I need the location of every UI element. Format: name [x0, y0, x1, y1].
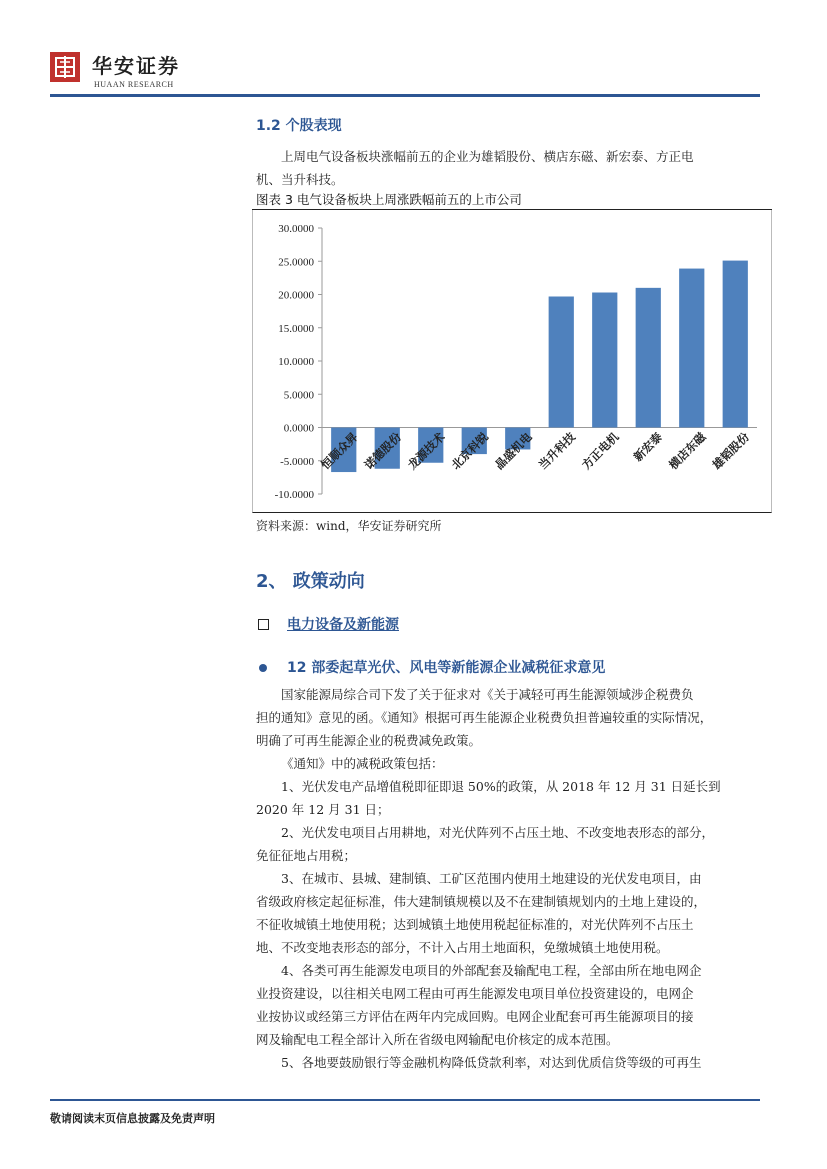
y-tick-label: 15.0000: [278, 322, 314, 335]
bar-雄韬股份: [723, 261, 748, 428]
policy-paragraph: [256, 1051, 770, 1074]
y-tick-label: 5.0000: [283, 389, 314, 402]
y-tick-label: 10.0000: [278, 356, 314, 368]
paragraph-line: 机、当升科技。: [256, 172, 344, 187]
paragraph-line: 1、光伏发电产品增值税即征即退 50%的政策，从 2018 年 12 月 31 日延长到: [281, 779, 721, 794]
paragraph-line: 2、光伏发电项目占用耕地，对光伏阵列不占压土地、不改变地表形态的部分，: [281, 825, 714, 840]
brand-name-cn: 华安证券: [92, 54, 180, 78]
policy-body: [256, 683, 770, 1074]
y-tick-label: 30.0000: [278, 223, 314, 235]
logo-emblem-icon: [52, 54, 78, 80]
bar-当升科技: [549, 296, 574, 427]
policy-paragraph: [256, 683, 770, 752]
policy-paragraph: [256, 821, 770, 867]
brand-name-en: HUAAN RESEARCH: [94, 80, 174, 89]
y-tick-label: 0.0000: [283, 422, 314, 435]
header-divider: [50, 94, 760, 97]
paragraph-line: 《通知》中的减税政策包括：: [281, 756, 444, 771]
x-tick-label: 诺德股份: [362, 431, 404, 473]
paragraph-line: 3、在城市、县城、建制镇、工矿区范围内使用土地建设的光伏发电项目，由: [281, 871, 702, 886]
company-logo: [50, 52, 80, 82]
x-tick-label: 雄韬股份: [710, 431, 752, 473]
y-tick-label: -5.0000: [280, 455, 314, 468]
paragraph-line: 上周电气设备板块涨幅前五的企业为雄韬股份、横店东磁、新宏泰、方正电: [281, 149, 694, 164]
news-title: 12 部委起草光伏、风电等新能源企业减税征求意见: [287, 660, 606, 676]
paragraph-line: 业投资建设，以往相关电网工程由可再生能源发电项目单位投资建设的，电网企: [256, 986, 694, 1001]
x-tick-label: 新宏泰: [632, 431, 665, 465]
paragraph-line: 5、各地要鼓励银行等金融机构降低贷款利率，对达到优质信贷等级的可再生: [281, 1055, 702, 1070]
paragraph-line: 4、各类可再生能源发电项目的外部配套及输配电工程，全部由所在地电网企: [281, 963, 702, 978]
paragraph-line: 国家能源局综合司下发了关于征求对《关于减轻可再生能源领域涉企税费负: [281, 687, 694, 702]
paragraph-line: 网及输配电工程全部计入所在省级电网输配电价核定的成本范围。: [256, 1032, 619, 1047]
paragraph-line: 明确了可再生能源企业的税费减免政策。: [256, 733, 482, 748]
bar-方正电机: [592, 293, 617, 428]
x-tick-label: 方正电机: [580, 431, 622, 473]
paragraph-line: 2020 年 12 月 31 日；: [256, 802, 390, 817]
policy-paragraph: [256, 867, 770, 959]
x-tick-label: 龙源技术: [406, 431, 448, 473]
gainers-losers-bar-chart: [252, 210, 772, 513]
paragraph-line: 省级政府核定起征标准，伟大建制镇规模以及不在建制镇规划内的土地上建设的，: [256, 894, 707, 909]
y-tick-label: 20.0000: [278, 289, 314, 302]
paragraph-line: 业按协议或经第三方评估在两年内完成回购。电网企业配套可再生能源项目的接: [256, 1009, 694, 1024]
policy-paragraph: [256, 752, 770, 775]
section-heading: 2、 政策动向: [256, 571, 365, 592]
paragraph-line: 免征征地占用税；: [256, 848, 357, 863]
x-tick-label: 晶盛机电: [493, 431, 535, 473]
footer-disclaimer: 敬请阅读末页信息披露及免责声明: [50, 1112, 215, 1125]
checkbox-icon: [258, 619, 269, 630]
y-tick-label: -10.0000: [274, 489, 314, 501]
footer-divider: [50, 1099, 760, 1101]
policy-paragraph: [256, 775, 770, 821]
paragraph-line: 地、不改变地表形态的部分，不计入占用土地面积，免缴城镇土地使用税。: [256, 940, 669, 955]
section-title: 1.2 个股表现: [256, 118, 342, 134]
bar-新宏泰: [636, 288, 661, 428]
paragraph-line: 担的通知》意见的函。《通知》根据可再生能源企业税费负担普遍较重的实际情况，: [256, 710, 713, 725]
x-tick-label: 横店东磁: [667, 431, 709, 473]
subsection-heading: 电力设备及新能源: [287, 617, 399, 633]
x-tick-label: 北京科锐: [449, 431, 491, 473]
policy-paragraph: [256, 959, 770, 1051]
bar-横店东磁: [679, 269, 704, 428]
bullet-icon: [259, 664, 267, 672]
x-tick-label: 恒顺众昇: [319, 431, 361, 473]
y-tick-label: 25.0000: [278, 256, 314, 269]
figure-source: 资料来源：wind，华安证券研究所: [256, 519, 442, 533]
figure-caption: 图表 3 电气设备板块上周涨跌幅前五的上市公司: [256, 192, 522, 207]
x-tick-label: 当升科技: [536, 431, 578, 473]
paragraph-line: 不征收城镇土地使用税；达到城镇土地使用税起征标准的，对光伏阵列不占压土: [256, 917, 694, 932]
section-paragraph: [256, 145, 770, 191]
